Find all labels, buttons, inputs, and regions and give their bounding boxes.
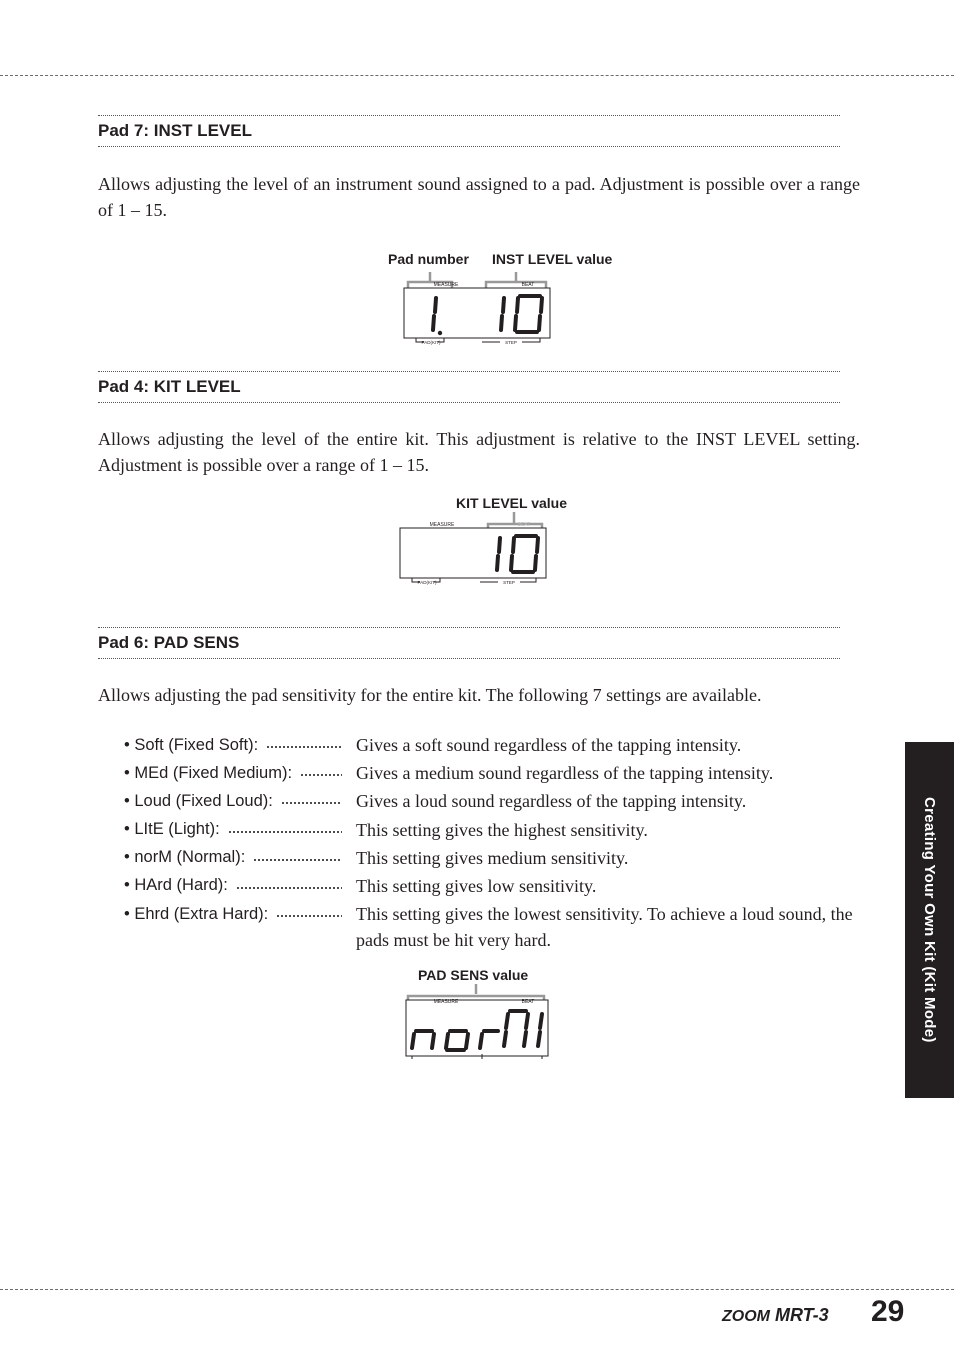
list-item	[124, 901, 864, 955]
section-heading-kit-level: Pad 4: KIT LEVEL	[98, 371, 840, 403]
section-heading-pad-sens: Pad 6: PAD SENS	[98, 627, 840, 659]
lcd-mark-beat: BEAT	[517, 522, 531, 528]
list-item	[124, 760, 864, 788]
pad-sens-settings-list	[124, 732, 864, 955]
dot-leader	[253, 859, 342, 861]
setting-description: This setting gives medium sensitivity.	[356, 847, 629, 868]
lcd-display-pad-sens	[400, 984, 554, 1060]
dot-leader	[236, 887, 342, 889]
setting-description: This setting gives low sensitivity.	[356, 875, 597, 896]
chapter-side-tab	[905, 742, 954, 1098]
chapter-side-tab-label: Creating Your Own Kit (Kit Mode)	[921, 797, 938, 1043]
setting-term: • MEd (Fixed Medium):	[124, 763, 293, 782]
dot-leader	[281, 802, 342, 804]
list-item	[124, 845, 864, 873]
setting-term: • Ehrd (Extra Hard):	[124, 904, 269, 923]
pad-sens-description: Allows adjusting the pad sensitivity for the entire kit. The following 7 settings are available.	[98, 685, 762, 705]
setting-description: Gives a loud sound regardless of the tapping intensity.	[356, 791, 747, 812]
section-heading-inst-level: Pad 7: INST LEVEL	[98, 115, 840, 147]
list-item	[124, 732, 864, 760]
footer-brand-name: ZOOM	[722, 1308, 770, 1325]
setting-term: • LItE (Light):	[124, 820, 220, 839]
lcd-mark-measure: MEASURE	[433, 282, 459, 288]
dot-leader	[266, 746, 342, 748]
inst-level-description: Allows adjusting the level of an instrument sound assigned to a pad. Adjustment is possible over a range of 1 – 15.	[98, 174, 860, 220]
dot-leader	[228, 831, 342, 833]
lcd-label-pad-number: Pad number	[388, 251, 469, 267]
list-item	[124, 788, 864, 816]
lcd-display-kit-level	[396, 512, 552, 590]
lcd-display-inst-level	[400, 272, 554, 348]
lcd-label-inst-level-value: INST LEVEL value	[492, 251, 613, 267]
page-number: 29	[871, 1295, 905, 1328]
setting-term: • Loud (Fixed Loud):	[124, 791, 273, 810]
footer-model-name: MRT-3	[775, 1305, 829, 1325]
setting-term: • HArd (Hard):	[124, 876, 228, 895]
setting-description: Gives a soft sound regardless of the tapping intensity.	[356, 735, 742, 755]
lcd-mark-measure: MEASURE	[433, 999, 459, 1005]
lcd-mark-step: STEP	[505, 340, 517, 345]
kit-level-description: Allows adjusting the level of the entire kit. This adjustment is relative to the INST LEVEL setting. Adjustment is possible over a range of 1 – 15.	[98, 429, 860, 475]
lcd-mark-step: STEP	[503, 580, 515, 585]
lcd-label-kit-level-value: KIT LEVEL value	[456, 495, 567, 511]
lcd-mark-pad-kit: PAD(KIT)	[417, 580, 437, 585]
lcd-label-pad-sens-value: PAD SENS value	[418, 967, 529, 983]
setting-term: • Soft (Fixed Soft):	[124, 735, 259, 754]
top-dashed-rule	[0, 75, 954, 76]
lcd-mark-pad-kit: PAD(KIT)	[421, 340, 441, 345]
bottom-dashed-rule	[0, 1289, 954, 1290]
footer-brand	[722, 1305, 829, 1326]
dot-leader	[276, 915, 342, 917]
lcd-mark-beat: BEAT	[521, 282, 535, 288]
dot-leader	[300, 774, 342, 776]
list-item	[124, 873, 864, 901]
setting-description: This setting gives the lowest sensitivity. To achieve a loud sound, the pads must be hit very hard.	[356, 904, 853, 951]
setting-description: This setting gives the highest sensitivity.	[356, 819, 648, 840]
setting-description: Gives a medium sound regardless of the tapping intensity.	[356, 763, 774, 784]
lcd-mark-beat: BEAT	[521, 999, 535, 1005]
setting-term: • norM (Normal):	[124, 848, 246, 867]
list-item	[124, 817, 864, 845]
lcd-decimal-point	[438, 331, 442, 335]
lcd-mark-measure: MEASURE	[429, 522, 455, 528]
